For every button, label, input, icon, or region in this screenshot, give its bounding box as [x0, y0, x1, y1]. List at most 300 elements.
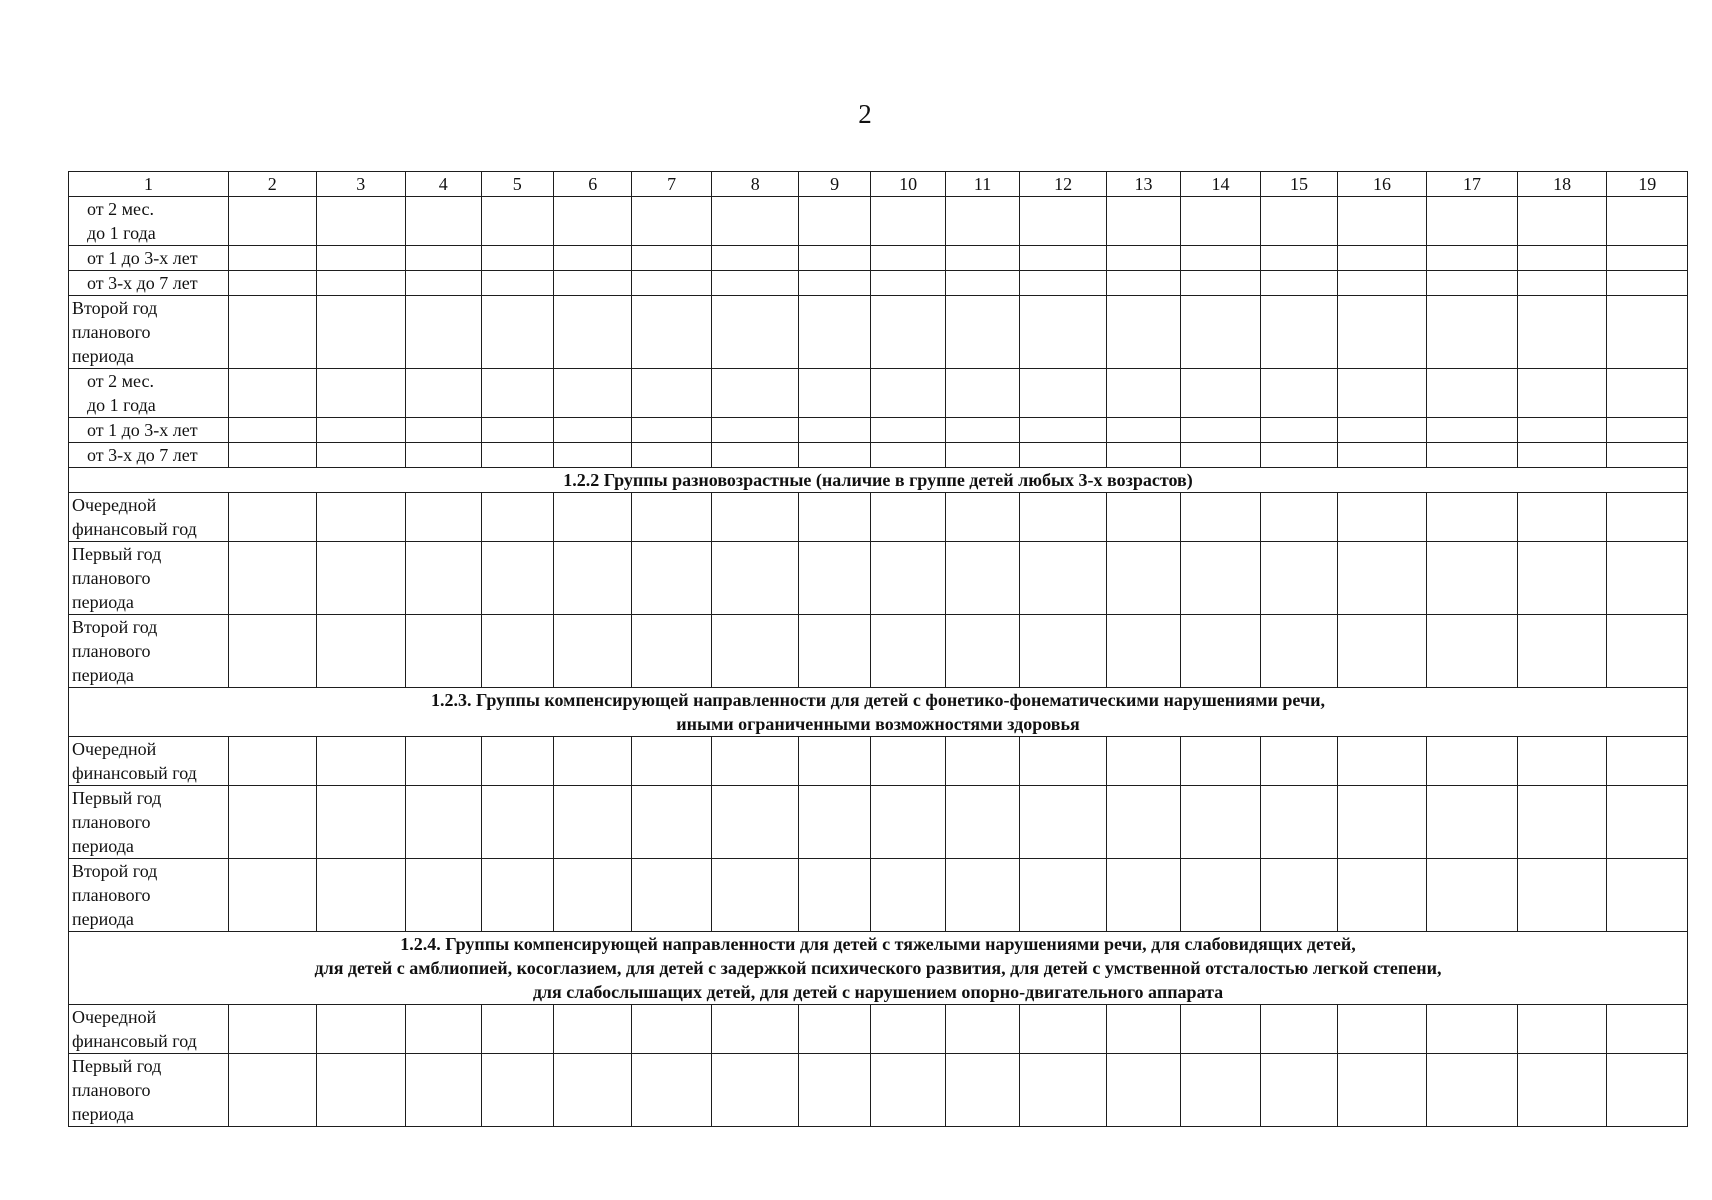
data-cell-col-16: [1337, 197, 1427, 246]
data-cell-col-16: [1337, 369, 1427, 418]
data-cell-col-8: [711, 246, 799, 271]
row-label-line: планового: [72, 568, 151, 588]
data-cell-col-12: [1019, 197, 1107, 246]
data-cell-col-5: [481, 1005, 553, 1054]
data-cell-col-7: [632, 542, 711, 615]
data-cell-col-16: [1337, 1005, 1427, 1054]
data-cell-col-9: [799, 493, 870, 542]
data-cell-col-15: [1261, 369, 1337, 418]
data-cell-col-10: [870, 859, 945, 932]
data-cell-col-14: [1180, 542, 1260, 615]
row-label-line: от 3-х до 7 лет: [87, 445, 198, 465]
data-cell-col-9: [799, 369, 870, 418]
data-cell-col-3: [316, 271, 406, 296]
data-cell-col-7: [632, 271, 711, 296]
data-cell-col-17: [1427, 369, 1518, 418]
row-label-line: периода: [72, 836, 134, 856]
data-cell-col-19: [1607, 542, 1688, 615]
data-cell-col-6: [553, 493, 631, 542]
data-cell-col-8: [711, 443, 799, 468]
data-cell-col-16: [1337, 271, 1427, 296]
row-label: [69, 369, 229, 418]
table-row: [69, 369, 1688, 418]
data-cell-col-8: [711, 615, 799, 688]
data-cell-col-13: [1107, 493, 1180, 542]
row-label-line: Первый год: [72, 788, 162, 808]
data-cell-col-12: [1019, 542, 1107, 615]
row-label: [69, 493, 229, 542]
table-row: [69, 296, 1688, 369]
data-cell-col-10: [870, 271, 945, 296]
data-cell-col-15: [1261, 1005, 1337, 1054]
data-cell-col-6: [553, 1005, 631, 1054]
section-header-row: [69, 468, 1688, 493]
row-label-line: планового: [72, 812, 151, 832]
row-label: [69, 296, 229, 369]
data-cell-col-14: [1180, 1005, 1260, 1054]
data-cell-col-16: [1337, 542, 1427, 615]
column-number: 4: [406, 172, 481, 197]
data-cell-col-8: [711, 493, 799, 542]
data-cell-col-15: [1261, 197, 1337, 246]
column-number: 5: [481, 172, 553, 197]
data-cell-col-9: [799, 197, 870, 246]
section-header-row: [69, 932, 1688, 1005]
data-cell-col-3: [316, 1054, 406, 1127]
data-cell-col-9: [799, 737, 870, 786]
data-cell-col-7: [632, 443, 711, 468]
data-cell-col-3: [316, 615, 406, 688]
section-title: [69, 688, 1688, 737]
column-number: 12: [1019, 172, 1107, 197]
data-cell-col-9: [799, 1054, 870, 1127]
data-cell-col-6: [553, 197, 631, 246]
data-cell-col-14: [1180, 271, 1260, 296]
data-cell-col-14: [1180, 443, 1260, 468]
data-cell-col-12: [1019, 615, 1107, 688]
column-number: 11: [946, 172, 1019, 197]
data-cell-col-10: [870, 1005, 945, 1054]
data-cell-col-4: [406, 542, 481, 615]
data-cell-col-2: [228, 246, 316, 271]
data-cell-col-15: [1261, 786, 1337, 859]
data-cell-col-11: [946, 737, 1019, 786]
column-number: 18: [1517, 172, 1607, 197]
data-cell-col-9: [799, 418, 870, 443]
section-title-line: для детей с амблиопией, косоглазием, для детей с задержкой психического развития, для детей с умственной отсталостью легкой степени,: [314, 958, 1442, 978]
data-cell-col-14: [1180, 418, 1260, 443]
column-number: 17: [1427, 172, 1518, 197]
data-cell-col-18: [1517, 246, 1607, 271]
data-cell-col-8: [711, 296, 799, 369]
row-label-line: периода: [72, 592, 134, 612]
data-cell-col-10: [870, 786, 945, 859]
data-cell-col-16: [1337, 493, 1427, 542]
data-cell-col-18: [1517, 197, 1607, 246]
data-cell-col-18: [1517, 859, 1607, 932]
row-label-line: от 2 мес.: [87, 371, 154, 391]
table-row: [69, 615, 1688, 688]
data-cell-col-3: [316, 296, 406, 369]
data-cell-col-13: [1107, 271, 1180, 296]
data-cell-col-11: [946, 1054, 1019, 1127]
data-cell-col-16: [1337, 418, 1427, 443]
column-number: 6: [553, 172, 631, 197]
data-cell-col-19: [1607, 615, 1688, 688]
data-cell-col-19: [1607, 418, 1688, 443]
data-cell-col-19: [1607, 737, 1688, 786]
data-cell-col-4: [406, 443, 481, 468]
data-cell-col-14: [1180, 493, 1260, 542]
data-cell-col-17: [1427, 737, 1518, 786]
data-cell-col-10: [870, 246, 945, 271]
row-label-line: до 1 года: [87, 395, 156, 415]
data-cell-col-12: [1019, 1054, 1107, 1127]
data-cell-col-13: [1107, 246, 1180, 271]
table-row: [69, 737, 1688, 786]
data-cell-col-13: [1107, 443, 1180, 468]
data-cell-col-12: [1019, 369, 1107, 418]
data-cell-col-5: [481, 197, 553, 246]
table-row: [69, 1005, 1688, 1054]
data-cell-col-7: [632, 369, 711, 418]
data-cell-col-11: [946, 493, 1019, 542]
data-cell-col-15: [1261, 1054, 1337, 1127]
data-cell-col-4: [406, 859, 481, 932]
row-label-line: периода: [72, 665, 134, 685]
data-cell-col-11: [946, 418, 1019, 443]
data-cell-col-17: [1427, 1054, 1518, 1127]
data-cell-col-15: [1261, 615, 1337, 688]
data-cell-col-5: [481, 271, 553, 296]
data-cell-col-15: [1261, 443, 1337, 468]
data-cell-col-2: [228, 197, 316, 246]
data-cell-col-18: [1517, 615, 1607, 688]
data-cell-col-6: [553, 418, 631, 443]
data-cell-col-7: [632, 197, 711, 246]
row-label-line: финансовый год: [72, 1031, 197, 1051]
data-cell-col-9: [799, 296, 870, 369]
table-row: [69, 493, 1688, 542]
data-cell-col-19: [1607, 271, 1688, 296]
data-cell-col-9: [799, 1005, 870, 1054]
data-cell-col-10: [870, 197, 945, 246]
data-cell-col-16: [1337, 859, 1427, 932]
data-cell-col-7: [632, 418, 711, 443]
data-cell-col-17: [1427, 418, 1518, 443]
data-cell-col-17: [1427, 197, 1518, 246]
data-cell-col-2: [228, 1054, 316, 1127]
data-cell-col-3: [316, 493, 406, 542]
data-cell-col-9: [799, 443, 870, 468]
data-cell-col-5: [481, 493, 553, 542]
data-cell-col-17: [1427, 542, 1518, 615]
data-cell-col-17: [1427, 296, 1518, 369]
data-cell-col-10: [870, 296, 945, 369]
data-cell-col-2: [228, 1005, 316, 1054]
row-label-line: Очередной: [72, 739, 157, 759]
table-row: [69, 859, 1688, 932]
data-cell-col-7: [632, 786, 711, 859]
data-cell-col-12: [1019, 859, 1107, 932]
data-cell-col-10: [870, 542, 945, 615]
table-row: [69, 542, 1688, 615]
row-label-line: периода: [72, 1104, 134, 1124]
data-cell-col-19: [1607, 246, 1688, 271]
data-cell-col-7: [632, 296, 711, 369]
row-label: [69, 271, 229, 296]
data-cell-col-10: [870, 418, 945, 443]
section-title-line: 1.2.4. Группы компенсирующей направленности для детей с тяжелыми нарушениями речи, для слабовидящих детей,: [400, 934, 1356, 954]
data-cell-col-6: [553, 737, 631, 786]
data-cell-col-2: [228, 271, 316, 296]
data-cell-col-5: [481, 786, 553, 859]
column-number: 10: [870, 172, 945, 197]
data-cell-col-9: [799, 786, 870, 859]
data-cell-col-19: [1607, 296, 1688, 369]
data-cell-col-2: [228, 615, 316, 688]
row-label: [69, 786, 229, 859]
data-cell-col-7: [632, 246, 711, 271]
data-cell-col-19: [1607, 197, 1688, 246]
row-label-line: планового: [72, 641, 151, 661]
row-label-line: периода: [72, 909, 134, 929]
data-cell-col-2: [228, 418, 316, 443]
data-cell-col-3: [316, 542, 406, 615]
data-cell-col-5: [481, 296, 553, 369]
data-cell-col-8: [711, 859, 799, 932]
data-cell-col-4: [406, 786, 481, 859]
data-cell-col-14: [1180, 615, 1260, 688]
data-cell-col-11: [946, 786, 1019, 859]
data-cell-col-2: [228, 859, 316, 932]
row-label-line: Первый год: [72, 1056, 162, 1076]
data-cell-col-5: [481, 369, 553, 418]
data-cell-col-7: [632, 493, 711, 542]
data-cell-col-11: [946, 271, 1019, 296]
data-cell-col-3: [316, 369, 406, 418]
data-cell-col-7: [632, 1005, 711, 1054]
data-cell-col-11: [946, 197, 1019, 246]
data-cell-col-17: [1427, 1005, 1518, 1054]
row-label-line: от 1 до 3-х лет: [87, 420, 198, 440]
column-number: 14: [1180, 172, 1260, 197]
row-label-line: Очередной: [72, 495, 157, 515]
data-cell-col-19: [1607, 1005, 1688, 1054]
data-cell-col-19: [1607, 786, 1688, 859]
data-cell-col-2: [228, 493, 316, 542]
data-cell-col-4: [406, 615, 481, 688]
column-number: 9: [799, 172, 870, 197]
data-cell-col-17: [1427, 859, 1518, 932]
data-cell-col-13: [1107, 859, 1180, 932]
data-cell-col-17: [1427, 443, 1518, 468]
data-cell-col-12: [1019, 443, 1107, 468]
table-row: [69, 1054, 1688, 1127]
data-cell-col-11: [946, 1005, 1019, 1054]
data-cell-col-8: [711, 786, 799, 859]
data-cell-col-13: [1107, 296, 1180, 369]
data-cell-col-14: [1180, 197, 1260, 246]
section-title: [69, 468, 1688, 493]
data-cell-col-19: [1607, 369, 1688, 418]
row-label-line: Очередной: [72, 1007, 157, 1027]
row-label-line: планового: [72, 1080, 151, 1100]
data-cell-col-9: [799, 615, 870, 688]
data-cell-col-13: [1107, 615, 1180, 688]
row-label-line: Второй год: [72, 617, 158, 637]
data-cell-col-17: [1427, 271, 1518, 296]
data-cell-col-16: [1337, 246, 1427, 271]
data-cell-col-5: [481, 615, 553, 688]
data-cell-col-5: [481, 737, 553, 786]
data-cell-col-15: [1261, 859, 1337, 932]
data-cell-col-8: [711, 1054, 799, 1127]
column-number: 15: [1261, 172, 1337, 197]
data-cell-col-18: [1517, 542, 1607, 615]
data-cell-col-4: [406, 1054, 481, 1127]
data-cell-col-12: [1019, 271, 1107, 296]
data-cell-col-5: [481, 859, 553, 932]
data-cell-col-4: [406, 296, 481, 369]
data-cell-col-11: [946, 542, 1019, 615]
data-cell-col-15: [1261, 246, 1337, 271]
column-number: 3: [316, 172, 406, 197]
data-cell-col-2: [228, 443, 316, 468]
data-cell-col-15: [1261, 271, 1337, 296]
data-cell-col-2: [228, 786, 316, 859]
data-cell-col-3: [316, 1005, 406, 1054]
data-cell-col-5: [481, 443, 553, 468]
data-cell-col-16: [1337, 737, 1427, 786]
data-cell-col-18: [1517, 296, 1607, 369]
data-cell-col-8: [711, 369, 799, 418]
data-cell-col-10: [870, 369, 945, 418]
data-cell-col-12: [1019, 493, 1107, 542]
row-label: [69, 197, 229, 246]
section-title-line: 1.2.2 Группы разновозрастные (наличие в группе детей любых 3-х возрастов): [563, 470, 1193, 490]
data-cell-col-13: [1107, 418, 1180, 443]
data-cell-col-14: [1180, 1054, 1260, 1127]
data-cell-col-14: [1180, 369, 1260, 418]
data-cell-col-4: [406, 418, 481, 443]
data-cell-col-19: [1607, 1054, 1688, 1127]
data-cell-col-6: [553, 369, 631, 418]
section-header-row: [69, 688, 1688, 737]
data-cell-col-14: [1180, 246, 1260, 271]
section-title-line: для слабослышащих детей, для детей с нарушением опорно-двигательного аппарата: [532, 982, 1224, 1002]
data-cell-col-9: [799, 859, 870, 932]
data-cell-col-16: [1337, 615, 1427, 688]
row-label-line: от 2 мес.: [87, 199, 154, 219]
data-cell-col-16: [1337, 1054, 1427, 1127]
data-cell-col-6: [553, 246, 631, 271]
data-cell-col-3: [316, 246, 406, 271]
data-cell-col-3: [316, 197, 406, 246]
data-cell-col-11: [946, 369, 1019, 418]
column-number: 7: [632, 172, 711, 197]
data-cell-col-3: [316, 859, 406, 932]
column-number: 8: [711, 172, 799, 197]
data-cell-col-2: [228, 737, 316, 786]
data-cell-col-7: [632, 1054, 711, 1127]
data-cell-col-4: [406, 369, 481, 418]
data-cell-col-12: [1019, 296, 1107, 369]
data-cell-col-13: [1107, 369, 1180, 418]
data-cell-col-10: [870, 615, 945, 688]
data-cell-col-6: [553, 443, 631, 468]
data-cell-col-4: [406, 271, 481, 296]
data-cell-col-6: [553, 271, 631, 296]
data-cell-col-18: [1517, 271, 1607, 296]
table-row: [69, 418, 1688, 443]
data-cell-col-18: [1517, 369, 1607, 418]
data-cell-col-6: [553, 615, 631, 688]
data-cell-col-5: [481, 246, 553, 271]
data-cell-col-6: [553, 296, 631, 369]
data-cell-col-12: [1019, 737, 1107, 786]
row-label-line: финансовый год: [72, 763, 197, 783]
table-row: [69, 246, 1688, 271]
data-cell-col-7: [632, 859, 711, 932]
data-cell-col-19: [1607, 859, 1688, 932]
data-cell-col-4: [406, 493, 481, 542]
data-cell-col-18: [1517, 418, 1607, 443]
table-row: [69, 271, 1688, 296]
data-cell-col-7: [632, 737, 711, 786]
data-cell-col-11: [946, 246, 1019, 271]
data-cell-col-7: [632, 615, 711, 688]
data-cell-col-15: [1261, 737, 1337, 786]
row-label-line: от 3-х до 7 лет: [87, 273, 198, 293]
data-cell-col-14: [1180, 296, 1260, 369]
data-cell-col-17: [1427, 786, 1518, 859]
data-cell-col-9: [799, 542, 870, 615]
data-cell-col-10: [870, 493, 945, 542]
row-label: [69, 443, 229, 468]
column-number: 19: [1607, 172, 1688, 197]
row-label: [69, 615, 229, 688]
data-cell-col-3: [316, 737, 406, 786]
data-cell-col-9: [799, 271, 870, 296]
data-cell-col-13: [1107, 1005, 1180, 1054]
data-cell-col-12: [1019, 786, 1107, 859]
data-cell-col-6: [553, 786, 631, 859]
data-cell-col-10: [870, 737, 945, 786]
data-cell-col-13: [1107, 1054, 1180, 1127]
data-cell-col-3: [316, 443, 406, 468]
data-cell-col-4: [406, 197, 481, 246]
data-cell-col-17: [1427, 493, 1518, 542]
data-cell-col-18: [1517, 1005, 1607, 1054]
section-title: [69, 932, 1688, 1005]
data-cell-col-4: [406, 1005, 481, 1054]
data-cell-col-18: [1517, 443, 1607, 468]
data-cell-col-14: [1180, 737, 1260, 786]
row-label-line: Второй год: [72, 298, 158, 318]
row-label: [69, 542, 229, 615]
row-label-line: до 1 года: [87, 223, 156, 243]
column-number: 2: [228, 172, 316, 197]
table-row: [69, 197, 1688, 246]
data-cell-col-10: [870, 443, 945, 468]
column-number-row: [69, 172, 1688, 197]
table-row: [69, 443, 1688, 468]
data-cell-col-11: [946, 615, 1019, 688]
data-cell-col-12: [1019, 1005, 1107, 1054]
data-cell-col-17: [1427, 246, 1518, 271]
data-cell-col-14: [1180, 859, 1260, 932]
